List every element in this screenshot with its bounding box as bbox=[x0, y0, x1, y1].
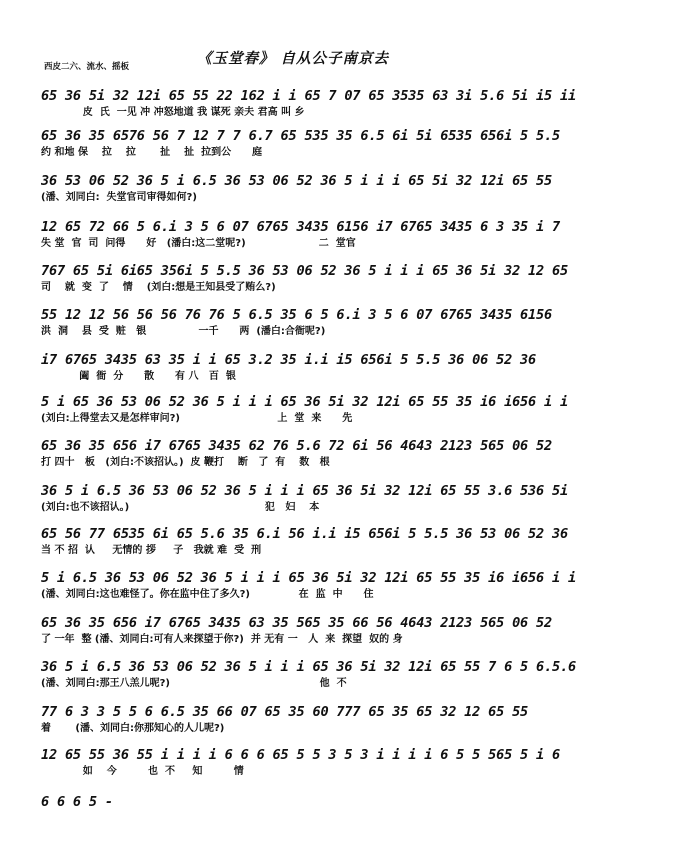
score-row bbox=[41, 262, 641, 295]
jianpu-notes: 65 36 5i 32 12i 65 55 22 162 i i 65 7 07 65 3535 63 3i 5.6 5i i5 ii bbox=[41, 88, 576, 104]
page-title: 《玉堂春》 自从公子南京去 bbox=[197, 50, 390, 67]
lyrics-line: 洪 洞 县 受 赃 银 一千 两 (潘白:合衙呢?) bbox=[41, 326, 326, 337]
jianpu-notes: 12 65 72 66 5 6.i 3 5 6 07 6765 3435 6156 i7 6765 3435 6 3 35 i 7 bbox=[41, 219, 560, 235]
lyrics-line: 失 堂 官 司 问得 好 (潘白:这二堂呢?) 二 堂官 bbox=[41, 238, 356, 249]
score-row bbox=[41, 172, 641, 205]
jianpu-notes: 65 36 35 6576 56 7 12 7 7 6.7 65 535 35 6.5 6i 5i 6535 656i 5 5.5 bbox=[41, 128, 560, 144]
score-row bbox=[41, 218, 641, 251]
score-row bbox=[41, 127, 641, 160]
lyrics-line: 着 (潘、刘同白:你那知心的人儿呢?) bbox=[41, 723, 225, 734]
score-row bbox=[41, 569, 641, 602]
lyrics-line: 皮 氏 一见 冲 冲怒地道 我 谋死 亲夫 君高 叫 乡 bbox=[41, 107, 305, 118]
jianpu-notes: 36 5 i 6.5 36 53 06 52 36 5 i i i 65 36 5i 32 12i 65 55 3.6 536 5i bbox=[41, 483, 568, 499]
lyrics-line: 打 四十 板 (刘白:不该招认。) 皮 鞭打 断 了 有 数 根 bbox=[41, 457, 330, 468]
jianpu-notes: 5 i 6.5 36 53 06 52 36 5 i i i 65 36 5i 32 12i 65 55 35 i6 i656 i i bbox=[41, 570, 576, 586]
jianpu-notes-final: 6 6 6 5 - bbox=[41, 794, 113, 810]
jianpu-notes: 77 6 3 3 5 5 6 6.5 35 66 07 65 35 60 777 65 35 65 32 12 65 55 bbox=[41, 704, 529, 720]
jianpu-notes: 65 56 77 6535 6i 65 5.6 35 6.i 56 i.i i5 656i 5 5.5 36 53 06 52 36 bbox=[41, 526, 568, 542]
score-row bbox=[41, 306, 641, 339]
score-row bbox=[41, 437, 641, 470]
jianpu-notes: 767 65 5i 6i65 356i 5 5.5 36 53 06 52 36 5 i i i 65 36 5i 32 12 65 bbox=[41, 263, 568, 279]
score-row bbox=[41, 87, 641, 120]
lyrics-line: 了 一年 整 (潘、刘同白:可有人来探望于你?) 并 无有 一 人 来 探望 奴的 身 bbox=[41, 634, 403, 645]
banban-label: 西皮二六、流水、摇板 bbox=[44, 62, 130, 72]
score-row bbox=[41, 746, 641, 779]
jianpu-notes: i7 6765 3435 63 35 i i 65 3.2 35 i.i i5 656i 5 5.5 36 06 52 36 bbox=[41, 352, 537, 368]
lyrics-line: (潘、刘同白:那王八羔儿呢?) 他 不 bbox=[41, 678, 347, 689]
score-row bbox=[41, 393, 641, 426]
lyrics-line: (刘白:上得堂去又是怎样审问?) 上 堂 来 先 bbox=[41, 413, 353, 424]
lyrics-line: 约 和地 保 拉 拉 扯 扯 拉到公 庭 bbox=[41, 147, 262, 158]
score-row bbox=[41, 482, 641, 515]
lyrics-line: (潘、刘同白: 失堂官司审得如何?) bbox=[41, 192, 197, 203]
score-row bbox=[41, 658, 641, 691]
jianpu-notes: 5 i 65 36 53 06 52 36 5 i i i 65 36 5i 32 12i 65 55 35 i6 i656 i i bbox=[41, 394, 568, 410]
jianpu-notes: 12 65 55 36 55 i i i i 6 6 6 65 5 5 3 5 3 i i i i 6 5 5 565 5 i 6 bbox=[41, 747, 560, 763]
score-row bbox=[41, 614, 641, 647]
score-row bbox=[41, 793, 641, 826]
score-row bbox=[41, 351, 641, 384]
lyrics-line: 当 不 招 认 无情的 拶 子 我就 难 受 刑 bbox=[41, 545, 262, 556]
jianpu-notes: 36 5 i 6.5 36 53 06 52 36 5 i i i 65 36 5i 32 12i 65 55 7 6 5 6.5.6 bbox=[41, 659, 576, 675]
score-row bbox=[41, 525, 641, 558]
lyrics-line bbox=[41, 812, 641, 826]
jianpu-notes: 55 12 12 56 56 56 76 76 5 6.5 35 6 5 6.i 3 5 6 07 6765 3435 6156 bbox=[41, 307, 552, 323]
lyrics-line: (刘白:也不该招认。) 犯 妇 本 bbox=[41, 502, 320, 513]
score-row bbox=[41, 703, 641, 736]
jianpu-notes: 36 53 06 52 36 5 i 6.5 36 53 06 52 36 5 i i i 65 5i 32 12i 65 55 bbox=[41, 173, 552, 189]
jianpu-notes: 65 36 35 656 i7 6765 3435 62 76 5.6 72 6i 56 4643 2123 565 06 52 bbox=[41, 438, 552, 454]
jianpu-notes: 65 36 35 656 i7 6765 3435 63 35 565 35 66 56 4643 2123 565 06 52 bbox=[41, 615, 552, 631]
lyrics-line: 司 就 变 了 情 (刘白:想是王知县受了贿么?) bbox=[41, 282, 276, 293]
lyrics-line: 如 今 也 不 知 情 bbox=[41, 766, 244, 777]
lyrics-line: 阖 衙 分 散 有 八 百 银 bbox=[41, 371, 236, 382]
lyrics-line: (潘、刘同白:这也难怪了。你在监中住了多久?) 在 监 中 住 bbox=[41, 589, 374, 600]
